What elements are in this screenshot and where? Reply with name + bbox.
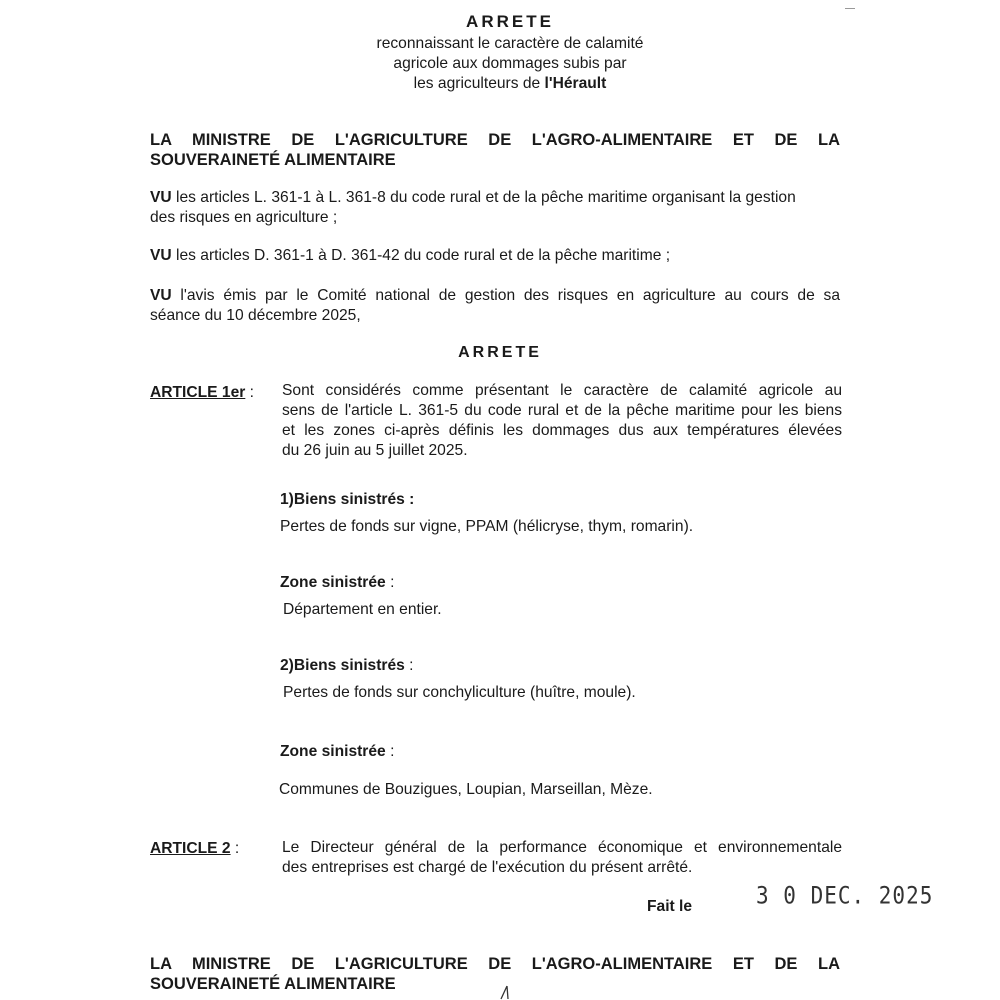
article-1-line-3: et les zones ci-après définis les dommages dus aux températures élevées	[282, 422, 842, 439]
zone-2-label: Zone sinistrée :	[280, 743, 395, 760]
date-stamp: 3 0 DEC. 2025	[756, 881, 934, 910]
article-2-line-2: des entreprises est chargé de l'exécution du présent arrêté.	[282, 859, 693, 876]
article-1-label: ARTICLE 1er :	[150, 384, 254, 401]
article-1-line-2: sens de l'article L. 361-5 du code rural et de la pêche maritime pour les biens	[282, 402, 842, 419]
visa-3-line-1: VU l'avis émis par le Comité national de gestion des risques en agriculture au cours de sa	[150, 287, 840, 304]
document-title: ARRETE	[466, 12, 554, 31]
decree-heading: ARRETE	[458, 344, 542, 361]
visa-1-line-1: VU les articles L. 361-1 à L. 361-8 du code rural et de la pêche maritime organisant la gestion	[150, 189, 796, 206]
biens-2-label: 2)Biens sinistrés :	[280, 657, 414, 674]
signature-scribble	[495, 984, 515, 1000]
visa-2	[150, 246, 840, 266]
visa-3-line-2: séance du 10 décembre 2025,	[150, 307, 361, 324]
footer-authority-line-2: SOUVERAINETÉ ALIMENTAIRE	[150, 975, 396, 993]
article-1-line-1: Sont considérés comme présentant le caractère de calamité agricole au	[282, 382, 842, 399]
article-1-line-4: du 26 juin au 5 juillet 2025.	[282, 442, 468, 459]
article-2-label: ARTICLE 2 :	[150, 840, 240, 857]
zone-1-label: Zone sinistrée :	[280, 574, 395, 591]
zone-1-text: Département en entier.	[283, 601, 442, 618]
visa-3	[150, 286, 840, 326]
article-2-body	[282, 838, 842, 878]
visa-1	[150, 188, 840, 228]
done-label: Fait le	[647, 898, 693, 915]
biens-1-text: Pertes de fonds sur vigne, PPAM (hélicryse, thym, romarin).	[280, 518, 694, 535]
biens-1-label: 1)Biens sinistrés :	[280, 491, 415, 508]
document-subtitle	[330, 34, 690, 94]
zone-2-text: Communes de Bouzigues, Loupian, Marseillan, Mèze.	[279, 781, 653, 798]
visa-2-line-1: VU les articles D. 361-1 à D. 361-42 du code rural et de la pêche maritime ;	[150, 247, 671, 264]
article-1-body	[282, 381, 842, 461]
article-2-line-1: Le Directeur général de la performance économique et environnementale	[282, 839, 842, 856]
scan-mark	[845, 8, 855, 9]
subtitle-line-2: agricole aux dommages subis par	[393, 55, 627, 72]
authority-line-2: SOUVERAINETÉ ALIMENTAIRE	[150, 151, 396, 169]
visa-1-line-2: des risques en agriculture ;	[150, 209, 338, 226]
subtitle-line-1: reconnaissant le caractère de calamité	[376, 35, 644, 52]
subtitle-line-3: les agriculteurs de l'Hérault	[413, 75, 607, 92]
biens-2-text: Pertes de fonds sur conchyliculture (huître, moule).	[283, 684, 636, 701]
authority-line-1: LA MINISTRE DE L'AGRICULTURE DE L'AGRO-ALIMENTAIRE ET DE LA	[150, 131, 840, 149]
department-name: l'Hérault	[544, 75, 607, 92]
footer-authority-line-1: LA MINISTRE DE L'AGRICULTURE DE L'AGRO-ALIMENTAIRE ET DE LA	[150, 955, 840, 973]
